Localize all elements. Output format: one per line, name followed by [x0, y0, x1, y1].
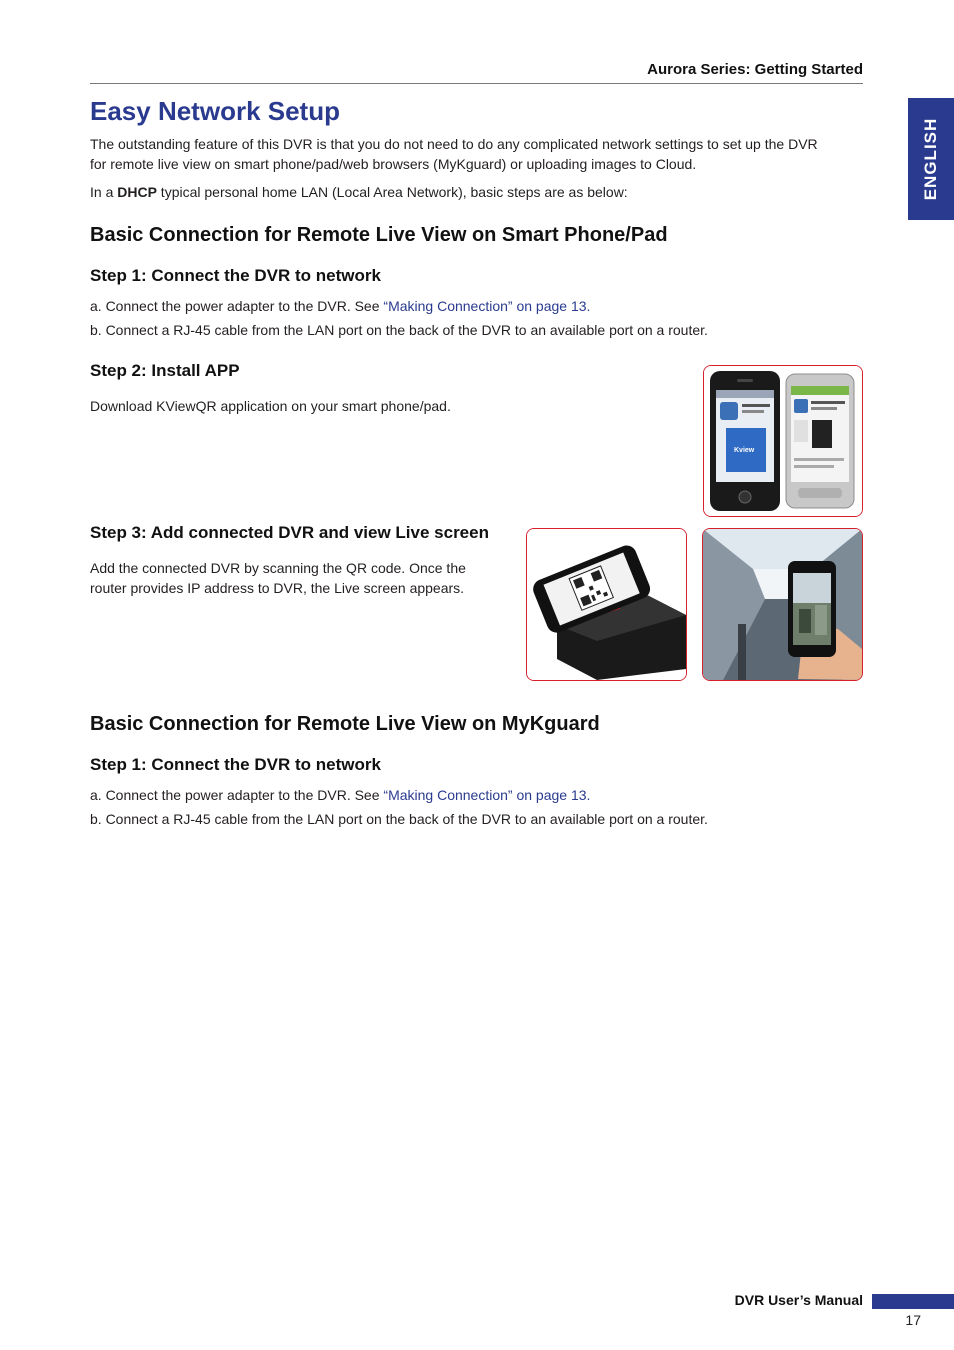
- step3-heading: Step 3: Add connected DVR and view Live screen: [90, 523, 489, 542]
- page-number: 17: [905, 1312, 921, 1328]
- step1-heading: Step 1: Connect the DVR to network: [90, 266, 381, 285]
- step-text: a. Connect the power adapter to the DVR. See: [90, 787, 384, 803]
- live-screen-illustration: [703, 529, 862, 680]
- running-header: Aurora Series: Getting Started: [647, 61, 863, 78]
- section-heading-smartphone: Basic Connection for Remote Live View on Smart Phone/Pad: [90, 224, 668, 246]
- intro-paragraph: [90, 134, 870, 174]
- footer-bar: [872, 1294, 954, 1309]
- intro-line: for remote live view on smart phone/pad/web browsers (MyKguard) or uploading images to Cloud.: [90, 156, 697, 172]
- step2-text: Download KViewQR application on your smart phone/pad.: [90, 398, 451, 414]
- step3-line: router provides IP address to DVR, the Live screen appears.: [90, 580, 465, 596]
- page-title: Easy Network Setup: [90, 96, 340, 126]
- step3-line: Add the connected DVR by scanning the QR code. Once the: [90, 560, 466, 576]
- step1-item-a: [90, 296, 870, 316]
- intro-line: The outstanding feature of this DVR is that you do not need to do any complicated network settings to set up the DVR: [90, 136, 818, 152]
- language-tab-label: ENGLISH: [921, 117, 940, 201]
- phones-illustration: [704, 366, 862, 516]
- making-connection-link[interactable]: “Making Connection” on page 13.: [383, 298, 591, 314]
- mykguard-step1-heading: Step 1: Connect the DVR to network: [90, 755, 381, 774]
- footer-label: DVR User’s Manual: [734, 1292, 863, 1308]
- mykguard-step1-item-b: b. Connect a RJ-45 cable from the LAN port on the back of the DVR to an available port on a router.: [90, 811, 708, 827]
- language-tab: [908, 98, 954, 220]
- live-screen-image: [702, 528, 863, 681]
- smartphones-image: [703, 365, 863, 517]
- dhcp-term: DHCP: [117, 184, 157, 200]
- mykguard-step1-item-a: [90, 785, 870, 805]
- step-text: a. Connect the power adapter to the DVR. See: [90, 298, 384, 314]
- app-label: Kview: [734, 447, 755, 454]
- qr-scan-illustration: [527, 529, 686, 680]
- step1-item-b: b. Connect a RJ-45 cable from the LAN port on the back of the DVR to an available port on a router.: [90, 322, 708, 338]
- intro-dhcp-paragraph: [90, 182, 870, 202]
- header-divider: [90, 83, 863, 84]
- qr-scan-image: [526, 528, 687, 681]
- intro-text: In a: [90, 184, 118, 200]
- step3-text: [90, 558, 510, 598]
- section-heading-mykguard: Basic Connection for Remote Live View on MyKguard: [90, 713, 600, 735]
- step2-heading: Step 2: Install APP: [90, 361, 240, 380]
- making-connection-link[interactable]: “Making Connection” on page 13.: [383, 787, 591, 803]
- intro-text: typical personal home LAN (Local Area Network), basic steps are as below:: [156, 184, 628, 200]
